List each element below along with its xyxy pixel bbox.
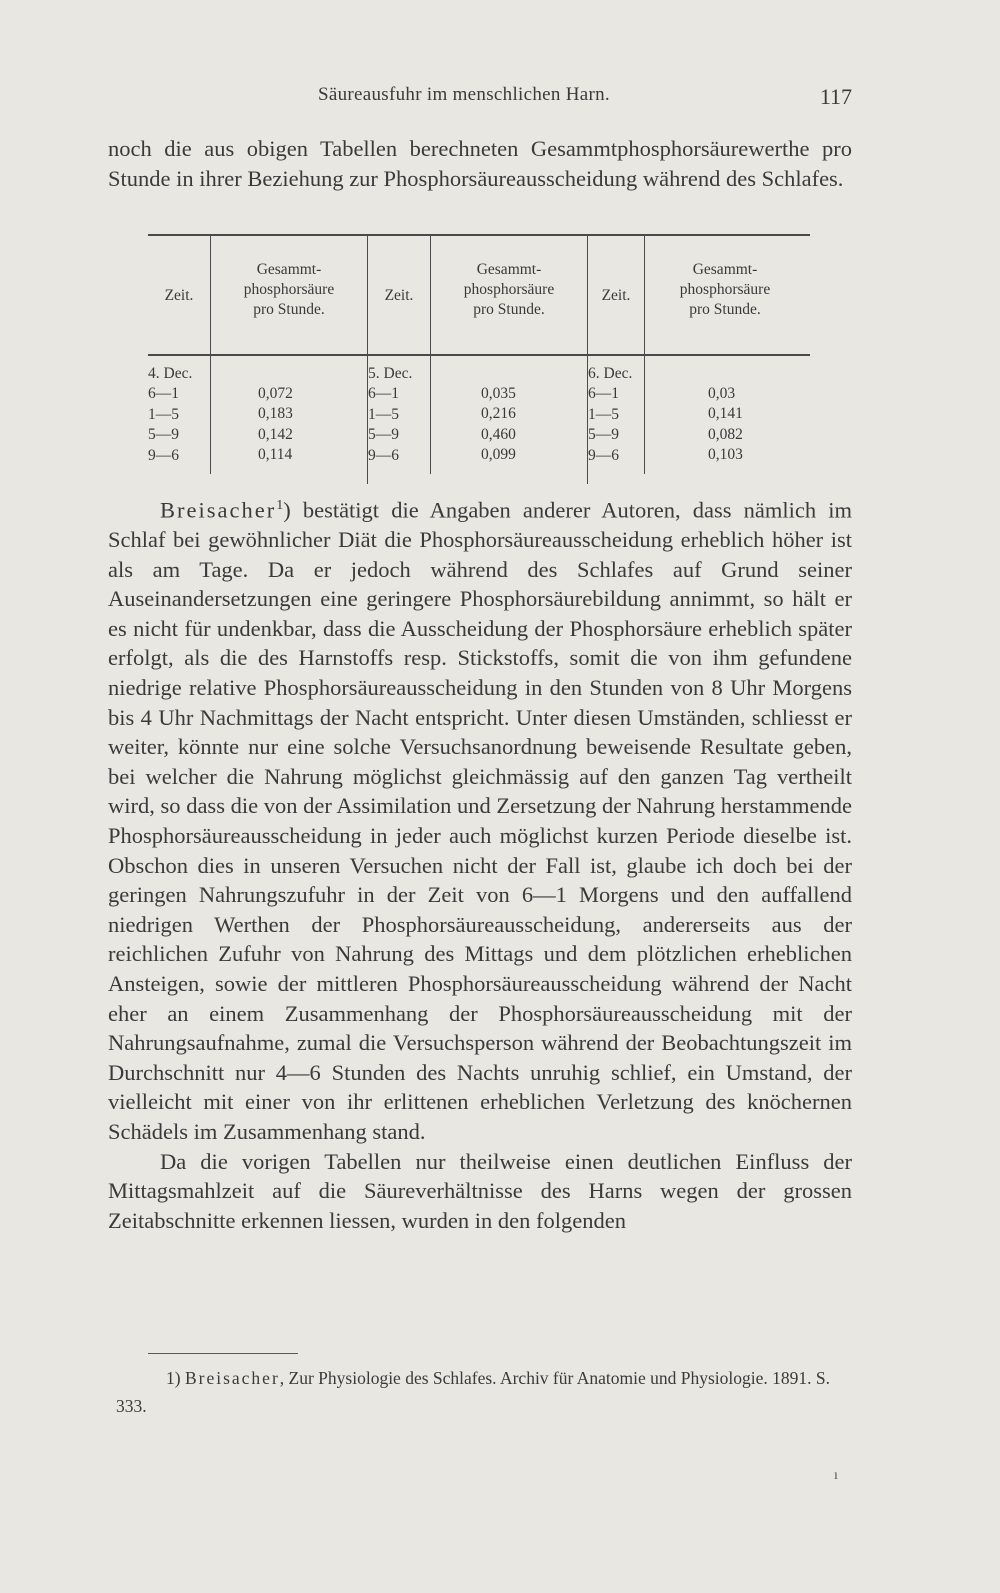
body-text — [108, 491, 852, 1235]
paragraph-text: ) bestätigt die Angaben anderer Autoren, dass nämlich im Schlaf bei gewöhnlicher Diät die Phosphorsäureausscheidung erheblich höher ist als am Tage. Da er jedoch während des Schlafes auf Grund seiner Auseinandersetzungen eine geringere Phosphorsäurebildung annimmt, so hält er es nicht für undenkbar, dass die Ausscheidung der Phosphorsäure erheblich später erfolgt, als die des Harnstoffs resp. Stickstoffs, somit die von ihm gefundene niedrige relative Phosphorsäureausscheidung in den Stunden von 8 Uhr Morgens bis 4 Uhr Nachmittags der Nacht entspricht. Unter diesen Umständen, schliesst er weiter, könnte nur eine solche Versuchsanordnung beweisende Resultate geben, bei welcher die Nahrung möglichst gleichmässig auf den ganzen Tag vertheilt wird, so dass die von der Assimilation und Zersetzung der Nahrung herstammende Phosphorsäureausscheidung in jeder auch möglichst kurzen Periode dieselbe ist. Obschon dies in unseren Versuchen nicht der Fall ist, glaube ich doch bei der geringen Nahrungszufuhr in der Zeit von 6—1 Morgens und den auffallend niedrigen Werthen der Phosphorsäureausscheidung, andererseits aus der reichlichen Zufuhr von Nahrung des Mittags und dem plötzlichen erheblichen Ansteigen, sowie der mittleren Phosphorsäureausscheidung während der Nacht eher an einem Zusammenhang der Phosphorsäureausscheidung mit der Nahrungsaufnahme, zumal die Versuchsperson während der Beobachtungszeit im Durchschnitt nur 4—6 Stunden des Nachts unruhig schlief, ein Umstand, der vielleicht mit einer von ihr erlittenen erheblichen Verletzung des knöchernen Schädels im Zusammenhang stand. — [108, 497, 852, 1144]
intro-text: noch die aus obigen Tabellen berechneten Gesammtphosphorsäurewerthe pro Stunde in ihrer Beziehung zur Phosphorsäureausscheidung während des Schlafes. — [108, 136, 852, 191]
footnote-author: Breisacher — [184, 1368, 280, 1388]
time-column: 5. Dec. 6—1 1—5 5—9 9—6 — [368, 365, 413, 464]
time-header: Zeit. — [601, 287, 631, 304]
author-name: Breisacher — [160, 497, 277, 523]
phosphoric-acid-table — [148, 234, 810, 484]
footnote-number: 1) — [166, 1368, 181, 1388]
column-divider — [210, 356, 211, 474]
value-header: Gesammt- phosphorsäure pro Stunde. — [679, 261, 771, 318]
value-header: Gesammt- phosphorsäure pro Stunde. — [463, 261, 555, 318]
time-column: 6. Dec. 6—1 1—5 5—9 9—6 — [588, 365, 633, 464]
page-number: 117 — [819, 84, 852, 109]
table-top-rule — [148, 234, 810, 236]
table-header-rule — [148, 354, 810, 356]
time-column: 4. Dec. 6—1 1—5 5—9 9—6 — [148, 365, 193, 464]
paragraph-continuation: Da die vorigen Tabellen nur theilweise einen deutlichen Einfluss der Mittagsmahlzeit auf die Säureverhältnisse des Harns wegen der grossen Zeitabschnitte erkennen liessen, wurden in den folgenden — [108, 1148, 852, 1233]
footnote — [116, 1364, 856, 1420]
running-head: Säureausfuhr im menschlichen Harn. — [318, 84, 610, 105]
time-header: Zeit. — [164, 287, 194, 304]
column-divider — [644, 356, 645, 474]
footnote-reference: 1 — [276, 498, 284, 513]
value-header: Gesammt- phosphorsäure pro Stunde. — [243, 261, 335, 318]
page-header — [108, 84, 852, 114]
column-divider — [430, 356, 431, 474]
time-header: Zeit. — [384, 287, 414, 304]
footnote-rule — [148, 1353, 298, 1354]
value-column: 0,035 0,216 0,460 0,099 — [481, 385, 516, 464]
value-column: 0,03 0,141 0,082 0,103 — [708, 385, 743, 464]
margin-mark: ı — [834, 1468, 838, 1483]
intro-paragraph — [108, 134, 852, 193]
value-column: 0,072 0,183 0,142 0,114 — [258, 385, 293, 464]
footnote-text: , Zur Physiologie des Schlafes. Archiv für Anatomie und Physiologie. 1891. S. 333. — [116, 1368, 831, 1416]
paragraph-breisacher — [108, 491, 852, 1147]
